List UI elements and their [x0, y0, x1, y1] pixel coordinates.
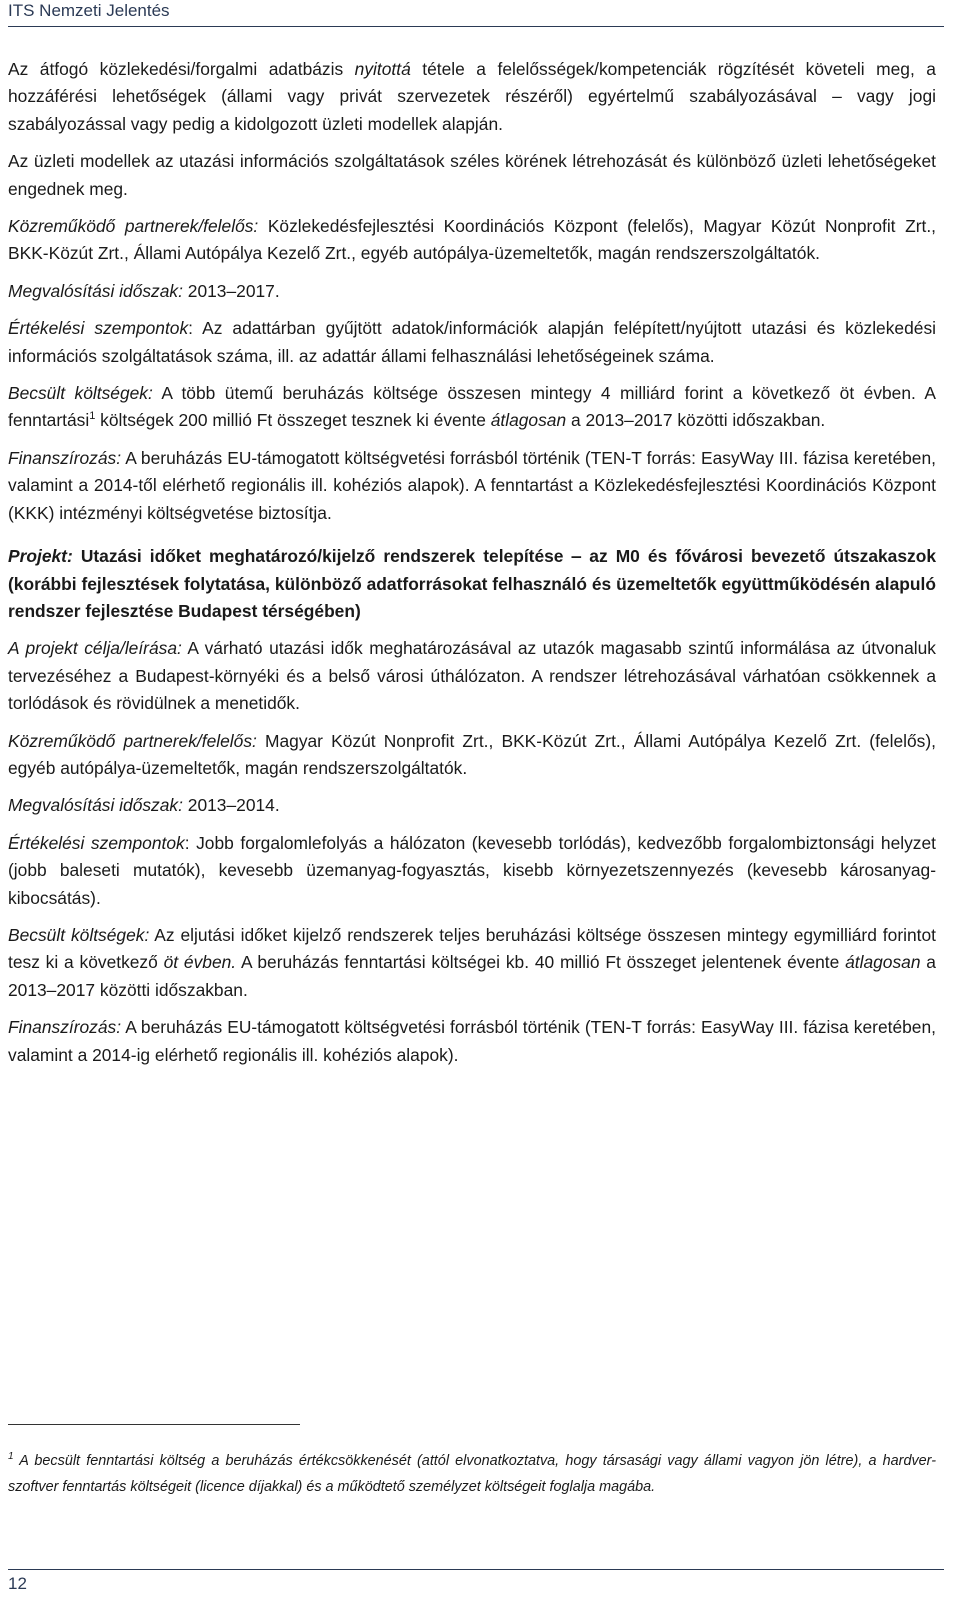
field-value: 2013‒2014.: [182, 795, 280, 816]
field-value: A beruházás EU-támogatott költségvetési forrásból történik (TEN-T forrás: EasyWay III. fázisa keretében, valamint a 2014-ig elérhető regionális ill. kohéziós alapok).: [8, 1017, 936, 1065]
field-value: 2013‒2017.: [182, 280, 280, 301]
paragraph-costs: [8, 380, 936, 435]
header-title: ITS Nemzeti Jelentés: [8, 1, 170, 20]
field-label: Projekt:: [8, 546, 73, 567]
text: Az átfogó közlekedési/forgalmi adatbázis: [8, 59, 355, 79]
field-label: Megvalósítási időszak:: [8, 795, 183, 816]
field-label: Becsült költségek:: [8, 383, 153, 404]
field-value: : Az adattárban gyűjtött adatok/információk alapján felépített/nyújtott utazási és közlekedési információs szolgáltatások száma, ill. az adattár állami felhasználási lehetőségeinek száma.: [8, 318, 936, 366]
document-body: [8, 56, 936, 1079]
footnote-number: 1: [8, 1451, 14, 1463]
paragraph-database: [8, 56, 936, 138]
project-name: Utazási időket meghatározó/kijelző rendszerek telepítése ‒ az M0 és fővárosi bevezető útszakaszok (korábbi fejlesztések folytatása, különböző adatforrásokat felhasználó és üzemeltetők együttműködésén alapuló rendszer fejlesztése Budapest térségében): [8, 546, 936, 621]
footnote-ref[interactable]: 1: [89, 410, 96, 423]
field-label: Közreműködő partnerek/felelős:: [8, 216, 259, 237]
emphasis: átlagosan: [845, 952, 921, 973]
paragraph-business-models: Az üzleti modellek az utazási információs szolgáltatások széles körének létrehozását és különböző üzleti lehetőségeket engednek meg.: [8, 151, 936, 199]
footnote-text: A becsült fenntartási költség a beruházás értékcsökkenését (attól elvonatkoztatva, hogy társasági vagy állami vagyon jön létre), a hardver-szoftver fenntartás költségeit (licence díjakkal) és a működtető személyzet költségeit foglalja magába.: [8, 1453, 936, 1495]
field-label: Értékelési szempontok: [8, 832, 185, 853]
field-label: Finanszírozás:: [8, 447, 122, 468]
page-number: 12: [8, 1574, 27, 1593]
emphasis: átlagosan: [490, 410, 567, 431]
project-title: [8, 543, 936, 625]
paragraph-project-costs: [8, 922, 936, 1004]
field-value: : Jobb forgalomlefolyás a hálózaton (kevesebb torlódás), kedvezőbb forgalombiztonsági helyzet (jobb baleseti mutatók), kevesebb üzemanyag-fogyasztás, kisebb környezetszennyezés (kevesebb károsanyag-kibocsátás).: [8, 832, 937, 908]
paragraph-project-goal: [8, 635, 936, 717]
paragraph-project-period: [8, 792, 936, 819]
field-value: költségek 200 millió Ft összeget tesznek ki évente: [95, 410, 491, 431]
paragraph-project-partners: [8, 728, 936, 783]
paragraph-partners: [8, 213, 936, 268]
field-value: a 2013‒2017 közötti időszakban.: [566, 410, 826, 431]
field-value: Magyar Közút Nonprofit Zrt., BKK-Közút Zrt., Állami Autópálya Kezelő Zrt. (felelős), egyéb autópálya-üzemeltetők, magán rendszerszolgáltatók.: [8, 730, 936, 778]
field-value: A több ütemű beruházás költsége összesen mintegy 4 milliárd forint a következő öt évben. A fenntartási: [8, 383, 936, 431]
field-value: a 2013‒2017 közötti időszakban.: [8, 952, 936, 1000]
field-value: A beruházás EU-támogatott költségvetési forrásból történik (TEN-T forrás: EasyWay III. fázisa keretében, valamint a 2014-től elérhető regionális ill. kohéziós alapok). A fenntartást a Közlekedésfejlesztési Koordinációs Központ (KKK) intézményi költségvetése biztosítja.: [8, 447, 936, 523]
text: tétele a felelősségek/kompetenciák rögzítését követeli meg, a hozzáférési lehetőségek (állami vagy privát szervezetek részéről) egyértelmű szabályozásával ‒ vagy jogi szabályozással vagy pedig a kidolgozott üzleti modellek alapján.: [8, 59, 936, 134]
paragraph-period: [8, 278, 936, 305]
field-value: Az eljutási időket kijelző rendszerek teljes beruházási költsége összesen mintegy egymilliárd forintot tesz ki a következő: [8, 924, 936, 973]
field-label: Közreműködő partnerek/felelős:: [8, 730, 257, 751]
paragraph-evaluation: [8, 315, 936, 370]
paragraph-project-financing: [8, 1014, 936, 1069]
footer-divider: [8, 1569, 944, 1570]
emphasis: nyitottá: [354, 59, 411, 79]
field-label: Finanszírozás:: [8, 1017, 122, 1038]
field-label: Becsült költségek:: [8, 924, 150, 945]
footnote: [8, 1448, 936, 1500]
field-label: Megvalósítási időszak:: [8, 280, 183, 301]
field-value: A várható utazási idők meghatározásával az utazók magasabb szintű informálása az útvonaluk tervezéséhez a Budapest-környéki és a belső városi úthálózaton. A rendszer létrehozásával várhatóan csökkennek a torlódások és rövidülnek a menetidők.: [8, 638, 936, 714]
emphasis: öt évben.: [163, 952, 237, 973]
field-value: A beruházás fenntartási költségei kb. 40 millió Ft összeget jelentenek évente: [236, 952, 846, 973]
field-label: Értékelési szempontok: [8, 318, 189, 339]
paragraph-project-evaluation: [8, 830, 936, 912]
page-header: [8, 0, 944, 27]
footnote-divider: [8, 1424, 300, 1425]
field-label: A projekt célja/leírása:: [8, 638, 182, 659]
field-value: Közlekedésfejlesztési Koordinációs Központ (felelős), Magyar Közút Nonprofit Zrt., BKK-Közút Zrt., Állami Autópálya Kezelő Zrt., egyéb autópálya-üzemeltetők, magán rendszerszolgáltatók.: [8, 216, 936, 264]
paragraph-financing: [8, 445, 936, 527]
